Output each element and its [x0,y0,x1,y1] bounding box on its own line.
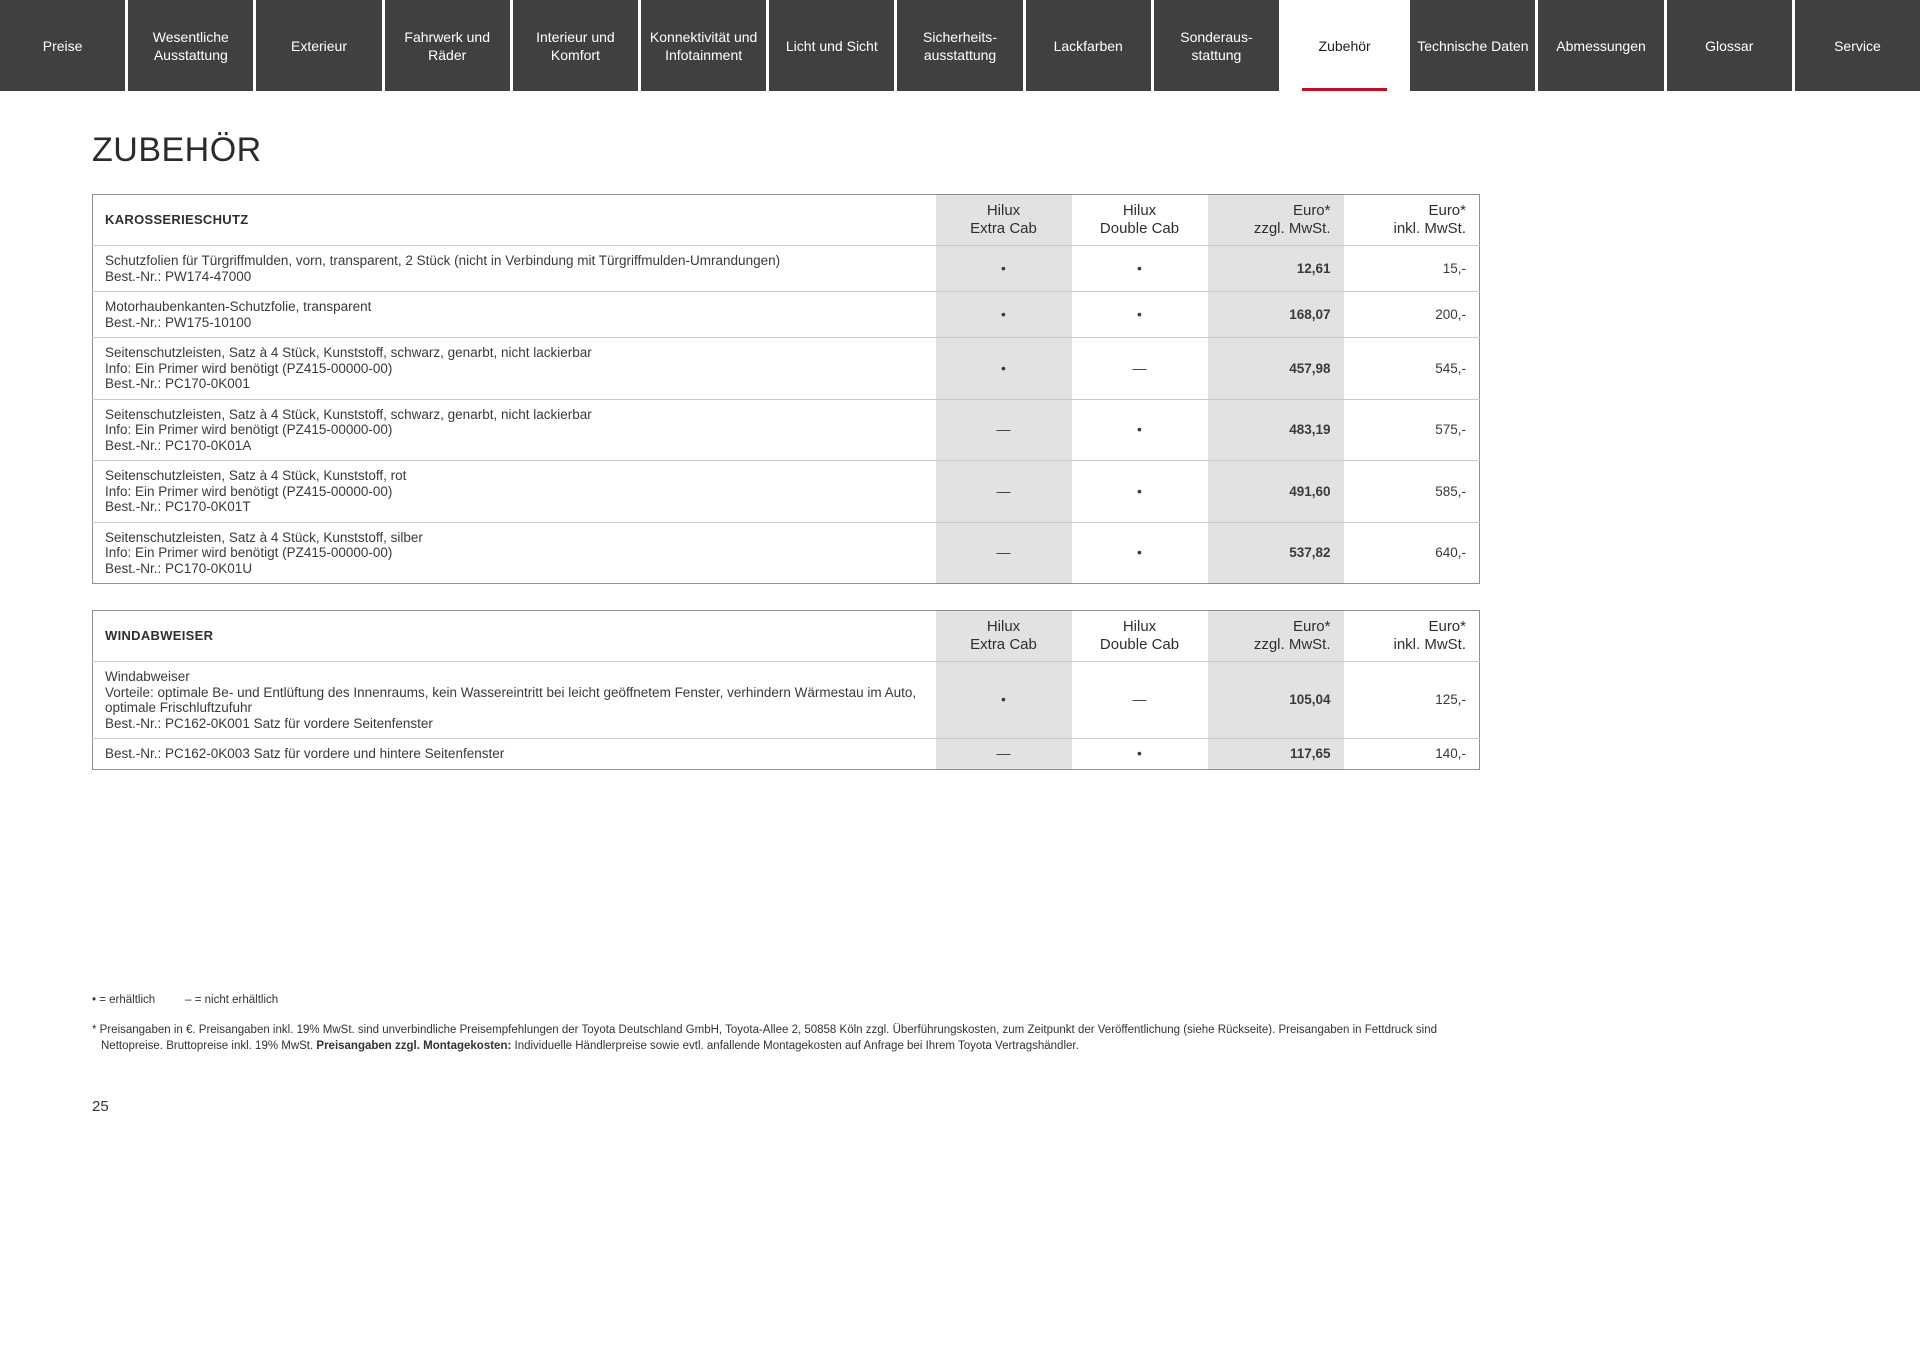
price-net: 537,82 [1208,522,1344,584]
column-header [1344,611,1480,662]
description-line: Info: Ein Primer wird benötigt (PZ415-00000-00) [105,483,393,499]
price-net: 491,60 [1208,461,1344,523]
tab-licht-und-sicht[interactable] [769,0,894,91]
table-row [93,522,1480,584]
price-net: 12,61 [1208,246,1344,292]
description-line: Motorhaubenkanten-Schutzfolie, transparent [105,299,372,314]
column-header-line2: Double Cab [1099,220,1180,237]
price-footnote-part: Preisangaben zzgl. Montagekosten: [316,1039,512,1052]
availability-mark: • [1072,739,1208,770]
tab-konnektivitaet-und-infotainment[interactable] [641,0,766,91]
tab-label: Fahrwerk und Räder [404,28,490,63]
column-header-line2: inkl. MwSt. [1393,636,1466,653]
availability-mark: • [936,338,1072,400]
availability-mark: • [936,246,1072,292]
column-header-line1: Hilux [1122,618,1157,635]
availability-mark: — [936,739,1072,770]
row-description [93,292,936,338]
row-description [93,461,936,523]
row-description [93,522,936,584]
page-number: 25 [92,1097,109,1115]
price-net: 168,07 [1208,292,1344,338]
column-header-line2: inkl. MwSt. [1393,220,1466,237]
availability-mark: — [1072,662,1208,739]
availability-legend [92,992,1828,1008]
price-gross: 545,- [1344,338,1480,400]
availability-mark: — [1072,338,1208,400]
tab-label: Exterieur [290,37,348,54]
table-row [93,662,1480,739]
tab-technische-daten[interactable] [1410,0,1535,91]
description-line: Info: Ein Primer wird benötigt (PZ415-00000-00) [105,422,393,437]
availability-mark: • [1072,522,1208,584]
price-net: 105,04 [1208,662,1344,739]
description-line: Best.-Nr.: PW175-10100 [105,314,252,330]
column-header [1208,195,1344,246]
description-line: Info: Ein Primer wird benötigt (PZ415-00000-00) [105,545,393,560]
price-gross: 125,- [1344,662,1480,739]
row-description [93,338,936,400]
row-description [93,662,936,739]
tab-label: Konnektivität und Infotainment [649,28,758,63]
column-header [1208,611,1344,662]
table-row [93,399,1480,461]
table-row [93,338,1480,400]
page-title: ZUBEHÖR [92,131,262,169]
column-header-line1: Hilux [1122,202,1157,219]
column-header-line1: Hilux [986,202,1021,219]
tab-interieur-und-komfort[interactable] [513,0,638,91]
tab-sonderaus-stattung[interactable] [1154,0,1279,91]
tab-sicherheits-ausstattung[interactable] [897,0,1022,91]
price-footnote-part: Individuelle Händlerpreise sowie evtl. anfallende Montagekosten auf Anfrage bei Ihrem Toyota Vertragshändler. [511,1039,1079,1052]
tab-glossar[interactable] [1667,0,1792,91]
price-footnote [92,1022,1448,1054]
column-header-line1: Euro* [1292,202,1331,219]
availability-mark: • [1072,292,1208,338]
price-gross: 200,- [1344,292,1480,338]
price-net: 457,98 [1208,338,1344,400]
tab-fahrwerk-und-raeder[interactable] [385,0,510,91]
table-header-row [93,611,1480,662]
tab-wesentliche-ausstattung[interactable] [128,0,253,91]
tab-label: Sicherheitsausstattung [923,28,997,63]
description-line: Seitenschutzleisten, Satz à 4 Stück, Kunststoff, schwarz, genarbt, nicht lackierbar [105,406,592,422]
availability-mark: • [936,292,1072,338]
description-line: Seitenschutzleisten, Satz à 4 Stück, Kunststoff, rot [105,468,407,483]
price-gross: 140,- [1344,739,1480,770]
table-row [93,739,1480,770]
table-row [93,292,1480,338]
column-header-line1: Euro* [1428,618,1466,635]
description-line: Schutzfolien für Türgriffmulden, vorn, transparent, 2 Stück (nicht in Verbindung mit Türgriffmulden-Umrandungen) [105,253,781,268]
column-header [1344,195,1480,246]
availability-mark: • [1072,246,1208,292]
row-description [93,399,936,461]
tab-label: Interieur und Komfort [536,28,615,63]
table-row [93,461,1480,523]
description-line: Best.-Nr.: PC170-0K01A [105,437,252,453]
price-net: 483,19 [1208,399,1344,461]
description-line: Best.-Nr.: PC162-0K001 Satz für vordere Seitenfenster [105,715,433,731]
description-line: Seitenschutzleisten, Satz à 4 Stück, Kunststoff, silber [105,529,423,545]
description-line: Best.-Nr.: PC162-0K003 Satz für vordere und hintere Seitenfenster [105,746,505,761]
description-line: Seitenschutzleisten, Satz à 4 Stück, Kunststoff, schwarz, genarbt, nicht lackierbar [105,345,592,360]
table-title: WINDABWEISER [105,628,214,643]
tab-label: Licht und Sicht [785,37,878,54]
column-header-line2: Extra Cab [970,636,1037,653]
page-content [0,131,1920,1115]
description-line: Vorteile: optimale Be- und Entlüftung des Innenraums, kein Wassereintritt bei leicht geöffnetem Fenster, verhindern Wärmestau im Auto, optimale Frischluftzufuhr [105,684,917,715]
description-line: Best.-Nr.: PW174-47000 [105,268,252,284]
top-nav [0,0,1920,91]
tab-label: Sonderausstattung [1180,28,1253,63]
description-line: Info: Ein Primer wird benötigt (PZ415-00000-00) [105,360,393,376]
tab-label: Zubehör [1318,37,1371,54]
legend-available: • = erhältlich [92,993,156,1006]
column-header [1072,611,1208,662]
availability-mark: • [936,662,1072,739]
tab-exterieur[interactable] [256,0,381,91]
price-gross: 585,- [1344,461,1480,523]
tab-service[interactable] [1795,0,1920,91]
row-description [93,246,936,292]
column-header-line1: Hilux [986,618,1021,635]
tab-preise[interactable] [0,0,125,91]
column-header-line1: Euro* [1292,618,1331,635]
footnotes [92,992,1828,1054]
column-header [1072,195,1208,246]
legend-not-available: – = nicht erhältlich [185,993,279,1006]
column-header-line1: Euro* [1428,202,1466,219]
price-gross: 15,- [1344,246,1480,292]
price-gross: 575,- [1344,399,1480,461]
price-net: 117,65 [1208,739,1344,770]
price-gross: 640,- [1344,522,1480,584]
availability-mark: • [1072,461,1208,523]
column-header-line2: zzgl. MwSt. [1253,636,1331,653]
tab-label: Glossar [1705,37,1754,54]
description-line: Best.-Nr.: PC170-0K001 [105,376,250,391]
table-windabweiser [92,610,1480,770]
description-line: Best.-Nr.: PC170-0K01U [105,560,253,576]
availability-mark: — [936,522,1072,584]
tab-label: Abmessungen [1556,37,1646,54]
description-line: Best.-Nr.: PC170-0K01T [105,499,251,514]
table-karosserieschutz [92,194,1480,584]
tab-label: Wesentliche Ausstattung [152,28,229,63]
table-header-row [93,195,1480,246]
column-header-line2: Double Cab [1099,636,1180,653]
tab-lackfarben[interactable] [1026,0,1151,91]
availability-mark: • [1072,399,1208,461]
table-row [93,246,1480,292]
availability-mark: — [936,399,1072,461]
column-header-line2: Extra Cab [970,220,1037,237]
column-header-line2: zzgl. MwSt. [1253,220,1331,237]
tab-abmessungen[interactable] [1538,0,1663,91]
column-header [936,195,1072,246]
tab-label: Technische Daten [1417,37,1529,54]
description-line: Windabweiser [105,669,190,684]
row-description [93,739,936,770]
table-title: KAROSSERIESCHUTZ [105,212,249,227]
tab-label: Lackfarben [1053,37,1123,54]
accessory-tables [92,194,1828,770]
price-footnote-part: * Preisangaben in €. Preisangaben inkl. 19% MwSt. sind unverbindliche Preisempfehlungen der Toyota Deutschland GmbH, Toyota-Allee 2, 50858 Köln zzgl. Überführungskosten, zum Zeitpunkt der Veröffentlichung (siehe Rückseite). Preisangaben in Fettdruck sind Nettopreise. Bruttopreise inkl. 19% MwSt. [92,1023,1437,1052]
column-header [936,611,1072,662]
tab-label: Preise [42,37,83,54]
availability-mark: — [936,461,1072,523]
tab-zubehoer[interactable] [1282,0,1407,91]
tab-label: Service [1834,37,1881,54]
